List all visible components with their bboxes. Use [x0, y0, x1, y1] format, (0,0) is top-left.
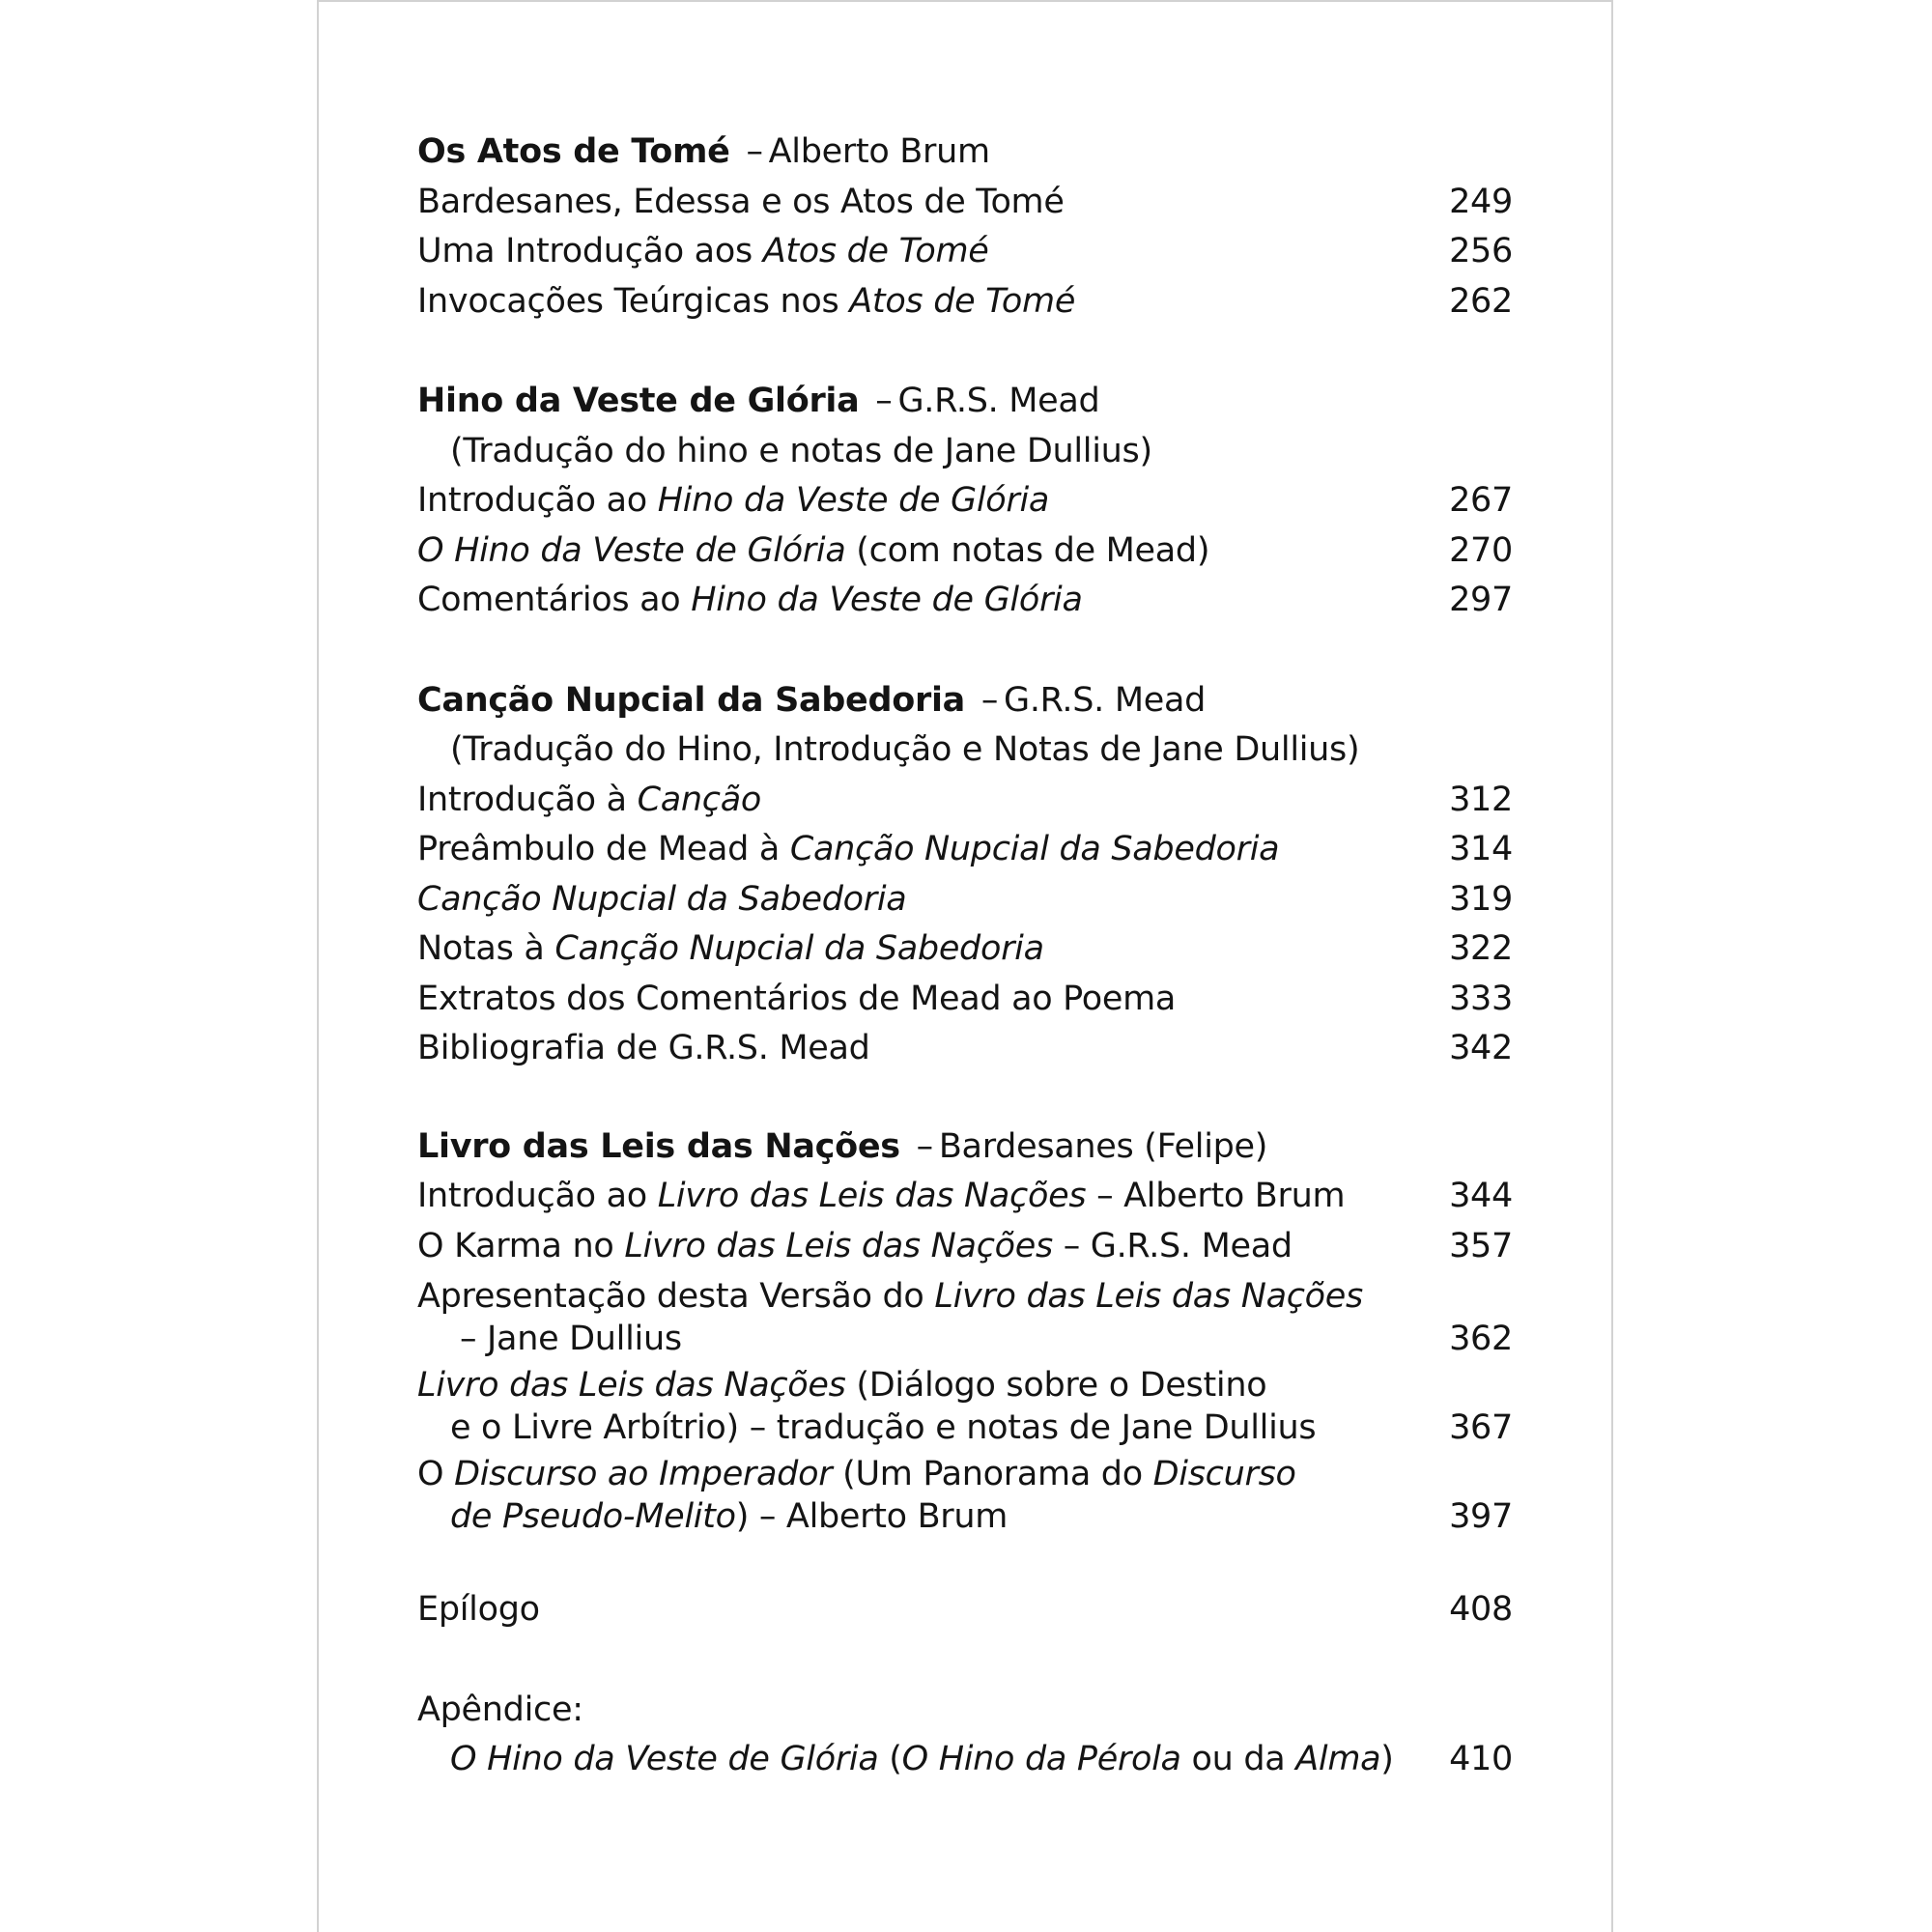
toc-entry[interactable]: [417, 1172, 1519, 1222]
entry-title-italic: Discurso ao Imperador: [454, 1455, 833, 1493]
section-heading: [417, 128, 1519, 178]
toc-entry[interactable]: [417, 277, 1519, 327]
entry-title-italic: Canção: [637, 780, 761, 819]
entry-page-number: 357: [1449, 1226, 1513, 1265]
entry-title-italic: de Pseudo-Melito: [450, 1497, 736, 1536]
toc-section-appendix: [417, 1686, 1519, 1785]
entry-page-number: 319: [1449, 879, 1513, 919]
entry-title: Epílogo: [417, 1590, 540, 1629]
entry-title-prefix: O Karma no: [417, 1226, 625, 1265]
toc-entry[interactable]: [417, 924, 1519, 975]
entry-page-number: 367: [1449, 1408, 1513, 1447]
entry-title-italic: Hino da Veste de Glória: [657, 481, 1050, 520]
entry-title-italic: Hino da Veste de Glória: [691, 581, 1083, 619]
entry-title-continuation: – Jane Dullius: [460, 1320, 682, 1358]
entry-title-suffix: – Alberto Brum: [1086, 1177, 1346, 1215]
entry-title-italic: Livro das Leis das Nações: [657, 1177, 1087, 1215]
entry-title-suffix: (com notas de Mead): [845, 530, 1210, 570]
section-author: Bardesanes (Felipe): [938, 1126, 1268, 1166]
section-title: Livro das Leis das Nações: [417, 1126, 900, 1166]
entry-title-italic: Canção Nupcial da Sabedoria: [554, 929, 1044, 968]
entry-title-italic: O Hino da Veste de Glória: [417, 530, 846, 570]
section-title: Os Atos de Tomé: [417, 132, 730, 171]
toc-entry[interactable]: [417, 178, 1519, 228]
heading-dash: –: [916, 1126, 933, 1166]
entry-title-italic: Atos de Tomé: [849, 281, 1076, 321]
entry-page-number: 410: [1449, 1740, 1513, 1778]
toc-entry[interactable]: [417, 526, 1519, 577]
entry-page-number: 262: [1449, 281, 1513, 321]
toc-entry[interactable]: [417, 476, 1519, 526]
section-subheading: (Tradução do hino e notas de Jane Dullius): [450, 431, 1152, 470]
entry-page-number: 314: [1449, 830, 1513, 868]
heading-dash: –: [746, 132, 763, 171]
section-heading: [417, 1122, 1519, 1173]
entry-title-italic: O Hino da Pérola: [901, 1740, 1181, 1778]
toc-section-livro-das-leis: [417, 1122, 1519, 1539]
toc-section-cancao-nupcial: [417, 676, 1519, 1074]
section-author: G.R.S. Mead: [897, 382, 1100, 420]
entry-title-italic: Livro das Leis das Nações: [417, 1366, 846, 1405]
section-heading: [417, 676, 1519, 726]
section-subheading: (Tradução do Hino, Introdução e Notas de Jane Dullius): [450, 730, 1360, 769]
section-title: Hino da Veste de Glória: [417, 382, 860, 420]
toc-entry[interactable]: [417, 975, 1519, 1025]
entry-title-italic: Atos de Tomé: [762, 232, 989, 270]
toc-entry[interactable]: O Hino da Veste de Glória (O Hino da Pérola ou da Alma) 410: [417, 1735, 1519, 1785]
entry-title-prefix: Preâmbulo de Mead à: [417, 830, 790, 868]
entry-page-number: 408: [1449, 1590, 1513, 1629]
table-of-contents: [417, 128, 1519, 1785]
toc-entry[interactable]: [417, 825, 1519, 875]
heading-dash: –: [875, 382, 893, 420]
toc-entry[interactable]: [417, 227, 1519, 277]
toc-entry-multiline[interactable]: [417, 1275, 1519, 1360]
toc-entry-multiline[interactable]: [417, 1453, 1519, 1538]
entry-title-prefix: Comentários ao: [417, 581, 692, 619]
toc-entry[interactable]: [417, 776, 1519, 826]
entry-title-italic: Canção Nupcial da Sabedoria: [417, 879, 907, 919]
entry-title-prefix: Introdução ao: [417, 481, 658, 520]
entry-title-italic: Alma: [1295, 1740, 1381, 1778]
entry-title-italic: Canção Nupcial da Sabedoria: [789, 830, 1280, 868]
toc-entry-multiline[interactable]: [417, 1364, 1519, 1449]
toc-entry-epilogue[interactable]: [417, 1585, 1519, 1635]
entry-page-number: 342: [1449, 1029, 1513, 1067]
entry-title-italic: Discurso: [1152, 1455, 1296, 1493]
entry-title-prefix: O: [417, 1455, 455, 1493]
entry-page-number: 333: [1449, 979, 1513, 1018]
entry-page-number: 312: [1449, 780, 1513, 819]
entry-title-continuation: ) – Alberto Brum: [735, 1497, 1009, 1536]
entry-title-continuation: e o Livre Arbítrio) – tradução e notas de Jane Dullius: [450, 1408, 1317, 1447]
entry-page-number: 270: [1449, 530, 1513, 570]
entry-title-italic: O Hino da Veste de Glória: [450, 1740, 879, 1778]
entry-page-number: 322: [1449, 929, 1513, 968]
entry-title-prefix: Notas à: [417, 929, 555, 968]
section-author: G.R.S. Mead: [1004, 680, 1207, 720]
section-heading: [417, 377, 1519, 427]
entry-title: Extratos dos Comentários de Mead ao Poema: [417, 979, 1177, 1018]
appendix-label: Apêndice:: [417, 1690, 583, 1729]
entry-title-prefix: Introdução ao: [417, 1177, 658, 1215]
entry-page-number: 362: [1449, 1320, 1513, 1358]
entry-title-prefix: Apresentação desta Versão do: [417, 1277, 935, 1316]
entry-title-prefix: Uma Introdução aos: [417, 232, 763, 270]
toc-section-hino-da-veste: [417, 377, 1519, 626]
entry-page-number: 297: [1449, 581, 1513, 619]
entry-title-suffix: – G.R.S. Mead: [1052, 1226, 1293, 1265]
entry-title-mid: (Um Panorama do: [832, 1455, 1153, 1493]
entry-title-italic: Livro das Leis das Nações: [624, 1226, 1053, 1265]
toc-section-atos-de-tome: [417, 128, 1519, 327]
entry-title-prefix: Introdução à: [417, 780, 638, 819]
heading-dash: –: [980, 680, 999, 720]
entry-title: Bardesanes, Edessa e os Atos de Tomé: [417, 182, 1065, 221]
entry-title-italic: Livro das Leis das Nações: [934, 1277, 1363, 1316]
toc-entry[interactable]: [417, 1024, 1519, 1074]
entry-page-number: 344: [1449, 1177, 1513, 1215]
section-title: Canção Nupcial da Sabedoria: [417, 680, 965, 720]
entry-page-number: 256: [1449, 232, 1513, 270]
entry-page-number: 397: [1449, 1497, 1513, 1536]
entry-page-number: 249: [1449, 182, 1513, 221]
toc-entry[interactable]: [417, 576, 1519, 626]
toc-entry[interactable]: [417, 875, 1519, 925]
toc-entry[interactable]: [417, 1222, 1519, 1272]
entry-title: Bibliografia de G.R.S. Mead: [417, 1029, 870, 1067]
entry-title-prefix: Invocações Teúrgicas nos: [417, 281, 850, 321]
entry-title-suffix: (Diálogo sobre o Destino: [845, 1366, 1267, 1405]
entry-page-number: 267: [1449, 481, 1513, 520]
section-author: Alberto Brum: [768, 132, 990, 171]
